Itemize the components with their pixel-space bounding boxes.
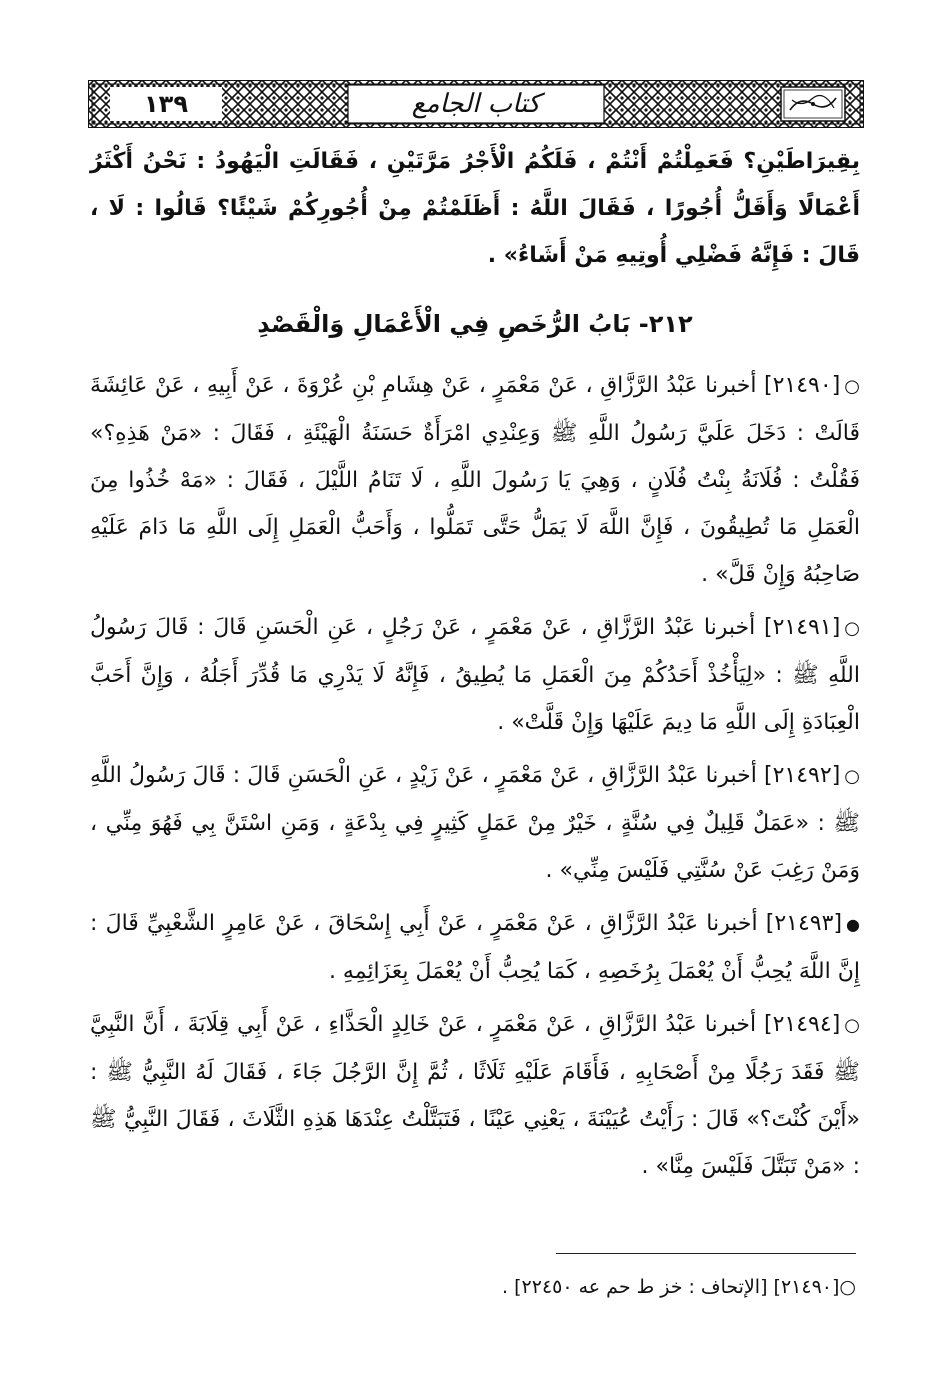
hadith-number: [٢١٤٩٢]	[764, 763, 841, 788]
page-number: ١٣٩	[110, 87, 222, 121]
paragraph-text: بِقِيرَاطَيْنِ؟ فَعَمِلْتُمْ أَنْتُمْ ، فَلَكُمُ الْأَجْرُ مَرَّتَيْنِ ، فَقَالَتِ الْيَهُودُ : نَحْنُ أَكْثَرُ أَعْمَالًا وَأَقَلُّ أُجُورًا ، فَقَالَ اللَّهُ : أَظَلَمْتُمْ مِنْ أُجُورِكُمْ شَيْئًا؟ قَالُوا : لَا ، قَالَ : فَإِنَّهُ فَضْلِي أُوتِيهِ مَنْ أَشَاءُ» .	[90, 149, 860, 268]
hadith-number: [٢١٤٩٤]	[764, 1012, 841, 1037]
book-title: كتاب الجامع	[411, 89, 541, 119]
continued-paragraph	[90, 138, 860, 279]
hadith-text: أخبرنا عَبْدُ الرَّزَّاقِ ، عَنْ مَعْمَرٍ ، عَنْ أَبِي إِسْحَاقَ ، عَنْ عَامِرٍ الشَّعْبِيِّ قَالَ : إِنَّ اللَّهَ يُحِبُّ أَنْ يُعْمَلَ بِرُخَصِهِ ، كَمَا يُحِبُّ أَنْ يُعْمَلَ بِعَزَائِمِهِ .	[90, 911, 860, 984]
hadith-number: [٢١٤٩١]	[764, 615, 841, 640]
hadith-marker-icon: ○	[844, 376, 860, 397]
hadith-number: [٢١٤٩٣]	[765, 911, 843, 936]
footnote-marker-icon: ○	[839, 1276, 856, 1298]
footnote	[86, 1272, 856, 1302]
hadith-text: أخبرنا عَبْدُ الرَّزَّاقِ ، عَنْ مَعْمَرٍ ، عَنْ زَيْدٍ ، عَنِ الْحَسَنِ قَالَ : قَالَ رَسُولُ اللَّهِ ﷺ : «عَمَلٌ قَلِيلٌ فِي سُنَّةٍ ، خَيْرٌ مِنْ عَمَلٍ كَثِيرٍ فِي بِدْعَةٍ ، وَمَنِ اسْتَنَّ بِي فَهُوَ مِنِّي ، وَمَنْ رَغِبَ عَنْ سُنَّتِي فَلَيْسَ مِنِّي» .	[90, 763, 860, 883]
hadith-text: أخبرنا عَبْدُ الرَّزَّاقِ ، عَنْ مَعْمَرٍ ، عَنْ خَالِدٍ الْحَذَّاءِ ، عَنْ أَبِي قِلَابَةَ ، أَنَّ النَّبِيَّ ﷺ فَقَدَ رَجُلًا مِنْ أَصْحَابِهِ ، فَأَقَامَ عَلَيْهِ ثَلَاثًا ، ثُمَّ إِنَّ الرَّجُلَ جَاءَ ، فَقَالَ لَهُ النَّبِيُّ ﷺ : «أَيْنَ كُنْتَ؟» قَالَ : رَأَيْتُ عُيَيْنَةَ ، يَعْنِي عَيْنًا ، فَتَبَتَّلْتُ عِنْدَهَا هَذِهِ الثَّلَاثَ ، فَقَالَ النَّبِيُّ ﷺ : «مَنْ تَبَتَّلَ فَلَيْسَ مِنَّا» .	[90, 1012, 860, 1179]
hadith-text: أخبرنا عَبْدُ الرَّزَّاقِ ، عَنْ مَعْمَرٍ ، عَنْ رَجُلٍ ، عَنِ الْحَسَنِ قَالَ : قَالَ رَسُولُ اللَّهِ ﷺ : «لِيَأْخُذْ أَحَدُكُمْ مِنَ الْعَمَلِ مَا يُطِيقُ ، فَإِنَّهُ لَا يَدْرِي مَا قُدِّرَ أَجَلُهُ ، وَإِنَّ أَحَبَّ الْعِبَادَةِ إِلَى اللَّهِ مَا دِيمَ عَلَيْهَا وَإِنْ قَلَّتْ» .	[90, 615, 860, 735]
hadith-text: أخبرنا عَبْدُ الرَّزَّاقِ ، عَنْ مَعْمَرٍ ، عَنْ هِشَامِ بْنِ عُرْوَةَ ، عَنْ أَبِيهِ ، عَنْ عَائِشَةَ قَالَتْ : دَخَلَ عَلَيَّ رَسُولُ اللَّهِ ﷺ وَعِنْدِي امْرَأَةٌ حَسَنَةُ الْهَيْئَةِ ، فَقَالَ : «مَنْ هَذِهِ؟» فَقُلْتُ : فُلَانَةُ بِنْتُ فُلَانٍ ، وَهِيَ يَا رَسُولَ اللَّهِ ، لَا تَنَامُ اللَّيْلَ ، فَقَالَ : «مَهْ خُذُوا مِنَ الْعَمَلِ مَا تُطِيقُونَ ، فَإِنَّ اللَّهَ لَا يَمَلُّ حَتَّى تَمَلُّوا ، وَأَحَبُّ الْعَمَلِ إِلَى اللَّهِ مَا دَامَ عَلَيْهِ صَاحِبُهُ وَإِنْ قَلَّ» .	[90, 373, 860, 587]
page-body	[90, 138, 860, 1196]
footnote-text: [٢١٤٩٠] [الإتحاف : خز ط حم عه ٢٢٤٥٠] .	[502, 1276, 840, 1298]
hadith-number: [٢١٤٩٠]	[764, 373, 841, 398]
hadith-marker-icon: ○	[844, 618, 860, 639]
hadith-entry	[90, 900, 860, 995]
footnote-divider	[556, 1253, 856, 1254]
hadith-entry	[90, 1001, 860, 1190]
hadith-marker-icon: ○	[844, 1015, 860, 1036]
hadith-entry	[90, 752, 860, 894]
chapter-heading: ٢١٢- بَابُ الرُّخَصِ فِي الْأَعْمَالِ وَالْقَصْدِ	[257, 310, 693, 338]
hadith-marker-icon: ●	[846, 915, 860, 934]
hadith-entry	[90, 362, 860, 598]
hadith-marker-icon: ○	[844, 766, 861, 787]
hadith-entry	[90, 604, 860, 746]
page-header	[88, 80, 864, 128]
book-emblem	[780, 86, 846, 122]
